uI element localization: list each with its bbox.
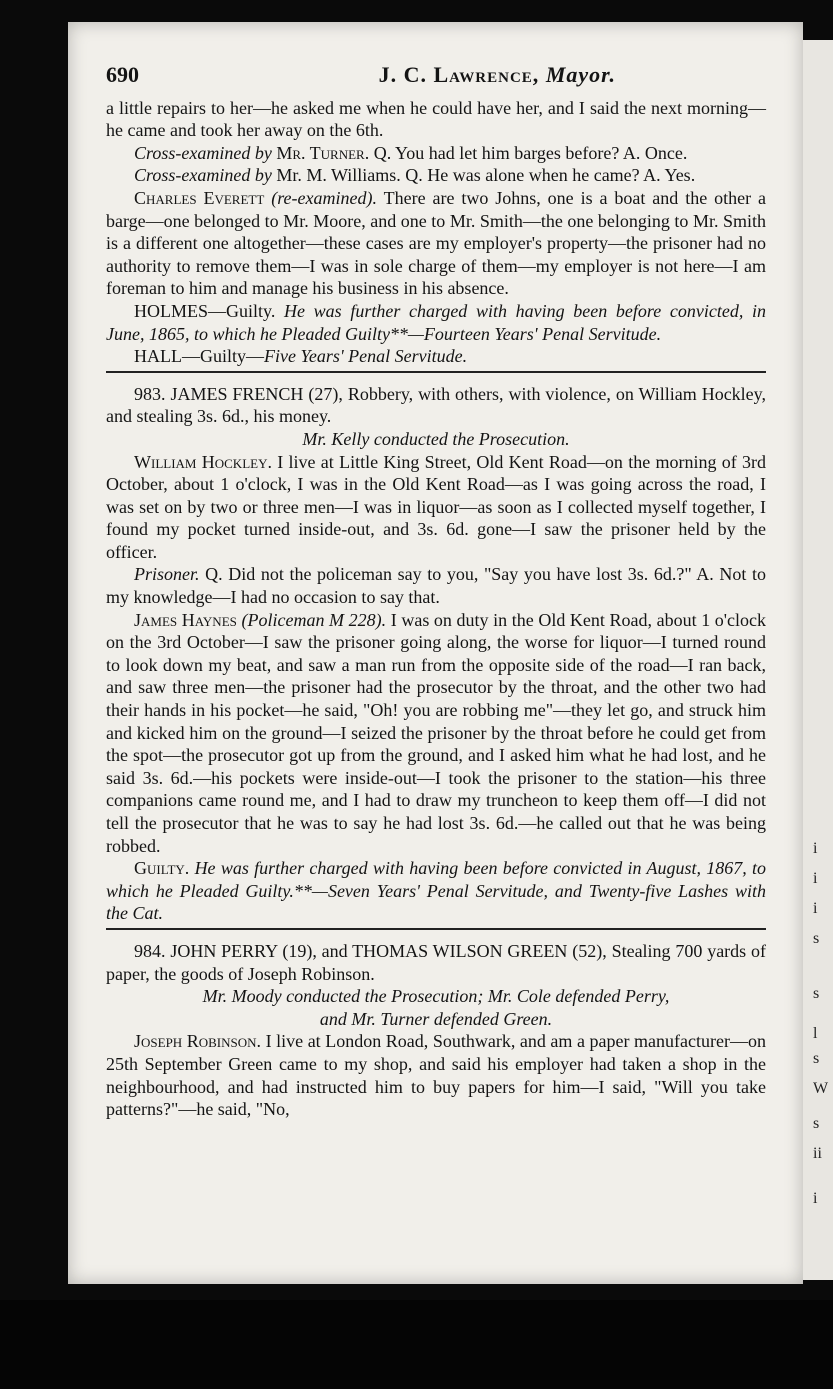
edge-letter: l [813,1025,818,1042]
edge-letter: W [813,1080,829,1097]
edge-letter: s [813,1115,820,1132]
running-header [106,64,766,87]
counsel-line [106,985,766,1008]
adjacent-page-edge [803,40,833,1280]
paragraph [106,1030,766,1120]
paragraph [106,142,766,165]
witness-name: James Haynes [134,609,237,630]
defendant: JAMES FRENCH (27), [170,383,343,404]
counsel-line [106,1008,766,1031]
edge-letter: i [813,840,818,857]
exam-label: Cross-examined by [134,165,272,186]
edge-letter: s [813,1050,820,1067]
witness-name: Joseph Robinson. [134,1031,262,1052]
witness-role: (Policeman M 228). [241,609,387,630]
verdict [106,345,766,368]
edge-letter: s [813,930,820,947]
testimony: I live at London Road, Southwark, and am a paper manufacturer—on 25th September Green came to my shop, and said his employer had taken a shop in the neighbourhood, and had instructed him to buy papers for him—I said, "Will you take patterns?"—he said, "No, [106,1031,766,1120]
case-title [106,383,766,428]
testimony: Q. Did not the policeman say to you, "Say you have lost 3s. 6d.?" A. Not to my knowledge—I had no occasion to say that. [106,564,766,608]
edge-letter: i [813,900,818,917]
case-divider [106,371,766,373]
edge-letter: i [813,1190,818,1207]
witness-name: Charles Everett [134,187,265,208]
counsel-text: and Mr. Turner defended Green. [319,1008,553,1029]
running-head-title: Mayor. [545,62,616,87]
counsel-name: Mr. Turner. [276,142,370,163]
verdict [106,857,766,925]
verdict-text: He was further charged with having been before convicted in August, 1867, to which he Pleaded Guilty.**—Seven Years' Penal Servitude, and Twenty-five Lashes with the Cat. [106,858,766,924]
witness-name: William Hockley. [134,451,272,472]
verdict-label: Guilty. [134,858,190,879]
testimony: I was on duty in the Old Kent Road, about 1 o'clock on the 3rd October—I saw the prisoner going along, the worse for liquor—I turned round to look down my beat, and saw a man run from the opposite side of the road—I ran back, and saw three men—the prisoner had the prosecutor by the throat, and the other two had their hands in his pocket—he said, "Oh! you are robbing me"—they let go, and struck him and kicked him on the ground—I seized the prisoner by the throat before he could get from the spot—the prosecutor got up from the ground, and I asked him what he had lost, and he said 3s. 6d.—his pockets were inside-out—I took the prisoner to the station—his three companions came round me, and I had to draw my truncheon to keep them off—I did not tell the prosecutor that he was to say he had lost 3s. 6d.—he called out that he was being robbed. [106,609,767,856]
counsel-text: Mr. Moody conducted the Prosecution; Mr. Cole defended Perry, [202,986,670,1007]
prosecution-text: Mr. Kelly conducted the Prosecution. [302,428,570,449]
verdict-label: HOLMES—Guilty. [134,300,276,321]
scan-border [0,1300,833,1389]
case-title [106,940,766,985]
charge: Stealing 700 yards of paper, the goods of Joseph Robinson. [106,940,766,984]
prosecution-line [106,428,766,451]
running-head [379,64,616,87]
witness-role: (re-examined). [271,187,377,208]
testimony: Q. He was alone when he came? A. Yes. [405,165,696,186]
defendant: JOHN PERRY (19), and THOMAS WILSON GREEN (52), [170,940,607,961]
page-number: 690 [106,62,139,87]
testimony: Q. You had let him barges before? A. Once. [373,142,688,163]
testimony: There are two Johns, one is a boat and the other a barge—one belonged to Mr. Moore, and one to Mr. Smith—the one belonging to Mr. Smith is a different one altogether—these cases are my employer's property—the prisoner had no authority to remove them—I was in sole charge of them—my employer is not here—I am foreman to him and manage his business in his absence. [106,187,766,299]
counsel-name: Mr. M. Williams. [276,165,401,186]
paragraph [106,609,766,858]
edge-letter: s [813,985,820,1002]
verdict-label: HALL—Guilty— [134,346,264,367]
paragraph [106,563,766,608]
paragraph [106,451,766,564]
paragraph: a little repairs to her—he asked me when he could have her, and I said the next morning—he came and took her away on the 6th. [106,97,766,141]
paragraph [106,164,766,187]
charge: Robbery, with others, with violence, on William Hockley, and stealing 3s. 6d., his money. [106,383,766,427]
edge-letter: i [813,870,818,887]
verdict-text: He was further charged with having been before convicted, in June, 1865, to which he Pleaded Guilty**—Fourteen Years' Penal Servitude. [106,300,767,344]
running-head-name: J. C. Lawrence, [378,62,540,87]
verdict-text: Five Years' Penal Servitude. [264,346,468,367]
exam-label: Cross-examined by [134,142,272,163]
verdict [106,300,766,345]
testimony: I live at Little King Street, Old Kent Road—on the morning of 3rd October, about 1 o'clock, I was in the Old Kent Road—as I was going across the road, I was set on by two or three men—I was in liquor—as soon as I collected myself together, I found my pocket turned inside-out, and 3s. 6d. gone—I saw the prisoner held by the officer. [106,451,766,562]
page-content [106,64,766,1121]
case-divider [106,928,766,930]
paragraph [106,187,766,300]
case-number: 984. [134,940,166,961]
edge-letter: ii [813,1145,822,1162]
exam-label: Prisoner. [134,564,200,585]
case-number: 983. [134,383,166,404]
